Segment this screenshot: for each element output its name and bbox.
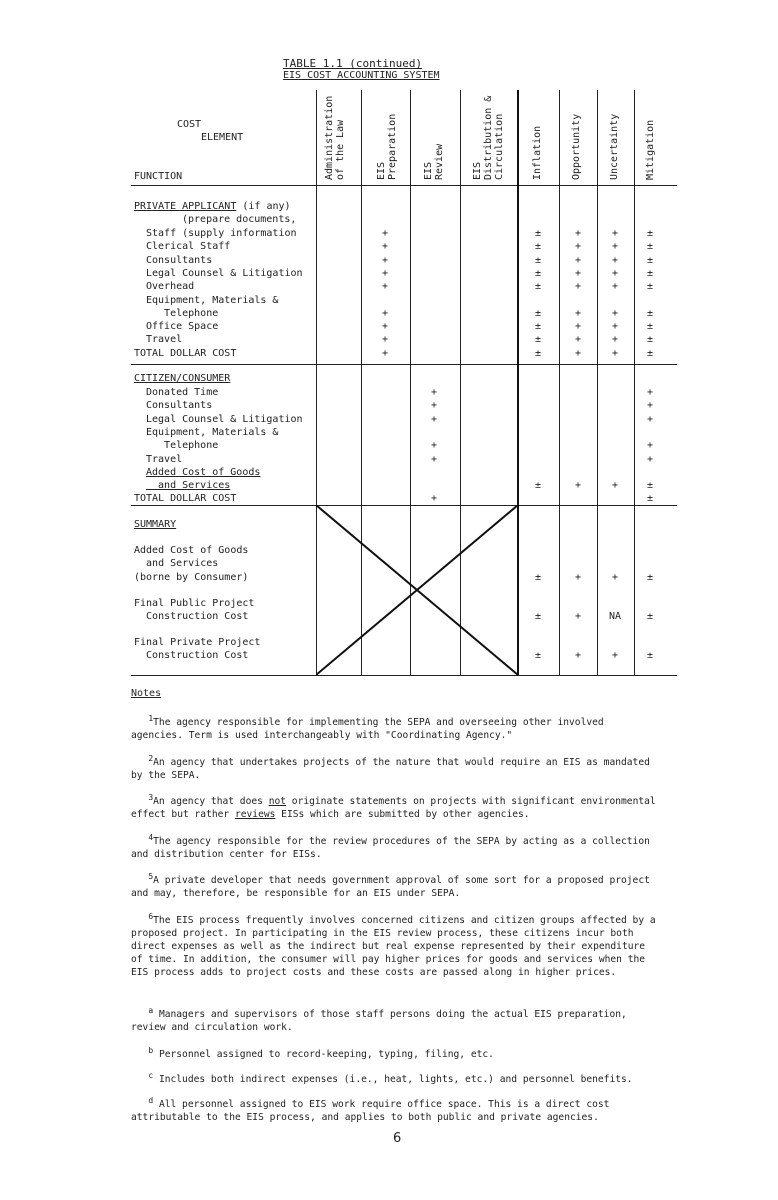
cost-mark: ±: [646, 611, 654, 623]
row-label: Consultants: [146, 254, 213, 266]
section-citizen-heading: CITIZEN/CONSUMER: [134, 373, 231, 384]
summary-row-label: Final Private Project: [134, 637, 261, 648]
cost-mark: +: [611, 650, 619, 662]
summary-row-label: Added Cost of Goods: [134, 545, 249, 556]
row-label: Equipment, Materials &: [146, 294, 279, 306]
cost-mark: ±: [646, 480, 654, 492]
cost-mark: ±: [646, 228, 654, 239]
header-function: FUNCTION: [134, 171, 183, 182]
cost-mark: +: [381, 334, 389, 346]
cost-mark: +: [381, 228, 389, 239]
row-label: Donated Time: [146, 387, 219, 398]
cost-mark: +: [381, 254, 389, 266]
cost-mark: +: [430, 413, 438, 425]
cost-mark: +: [611, 480, 619, 492]
cost-mark: +: [574, 334, 582, 346]
cost-mark: ±: [534, 307, 542, 319]
header-cost: COST: [177, 119, 202, 130]
note-4: $^4$The agency responsible for the review procedures of the SEPA by acting as a collection and distribution center for EISs.: [131, 833, 650, 861]
note-5: $^5$A private developer that needs government approval of some sort for a proposed project and may, therefore, be responsible for an EIS under SEPA.: [131, 872, 650, 900]
cost-mark: +: [430, 493, 438, 505]
cost-mark: +: [381, 267, 389, 279]
row-label: Consultants: [146, 400, 213, 412]
cost-mark: ±: [646, 571, 654, 583]
cost-mark: +: [430, 387, 438, 398]
section-private-heading: PRIVATE APPLICANT (if any): [134, 201, 291, 212]
cost-mark: +: [574, 267, 582, 279]
cost-mark: ±: [646, 334, 654, 346]
cost-mark: ±: [534, 321, 542, 333]
summary-cross: [316, 505, 519, 676]
cost-mark: +: [574, 307, 582, 319]
row-label: and Services: [146, 480, 231, 492]
note-c: $^c$ Includes both indirect expenses (i.e., heat, lights, etc.) and personnel benefits.: [148, 1071, 633, 1086]
cost-mark: ±: [646, 307, 654, 319]
row-label: Travel: [146, 334, 183, 346]
note-a: $^a$ Managers and supervisors of those staff persons doing the actual EIS preparation, review and circulation work.: [131, 1006, 627, 1034]
cost-mark: ±: [534, 571, 542, 583]
col-inflation: Inflation: [532, 125, 543, 180]
cost-mark: +: [646, 413, 654, 425]
row-label: Added Cost of Goods: [146, 466, 261, 478]
page-number: 6: [393, 1131, 402, 1146]
header-element: ELEMENT: [201, 132, 244, 143]
cost-mark: +: [574, 254, 582, 266]
cost-mark: +: [611, 254, 619, 266]
note-1: $^1$The agency responsible for implementing the SEPA and overseeing other involved agencies. Term is used interchangeably with "Coordinating Agency.": [131, 714, 604, 742]
cost-mark: +: [574, 480, 582, 492]
cost-mark: ±: [534, 228, 542, 239]
cost-mark: +: [574, 650, 582, 662]
cost-mark: ±: [534, 650, 542, 662]
cost-mark: +: [381, 321, 389, 333]
section-private-sub: (prepare documents,: [182, 214, 297, 225]
cost-mark: +: [381, 307, 389, 319]
cost-mark: ±: [646, 321, 654, 333]
col-divider: [559, 90, 560, 675]
cost-mark: +: [430, 440, 438, 452]
row-label: Legal Counsel & Litigation: [146, 413, 303, 425]
cost-mark: ±: [534, 611, 542, 623]
cost-mark: +: [611, 281, 619, 293]
note-b: $^b$ Personnel assigned to record-keeping, typing, filing, etc.: [148, 1046, 494, 1061]
cost-mark: +: [574, 321, 582, 333]
cost-mark: +: [574, 571, 582, 583]
cost-mark: +: [611, 334, 619, 346]
cost-mark: ±: [534, 334, 542, 346]
note-6: $^6$The EIS process frequently involves concerned citizens and citizen groups affected by a proposed project. In participating in the EIS review process, these citizens incur both direct expenses as well as the indirect but real expense represented by their expenditure of time. In addition, the consumer will pay higher prices for goods and services when the EIS process adds to project costs and these costs are passed along in higher prices.: [131, 912, 656, 979]
summary-row-label: and Services: [134, 558, 219, 570]
cost-mark: +: [611, 307, 619, 319]
cost-mark: +: [611, 571, 619, 583]
cost-mark: NA: [608, 611, 622, 623]
cost-mark: +: [574, 611, 582, 623]
cost-mark: +: [646, 453, 654, 465]
col-divider: [634, 90, 635, 675]
col-divider: [597, 90, 598, 675]
row-label: Equipment, Materials &: [146, 426, 279, 438]
row-label: Travel: [146, 453, 183, 465]
row-label: Staff (supply information: [146, 228, 297, 239]
summary-row-label: Construction Cost: [134, 650, 249, 662]
cost-mark: +: [611, 267, 619, 279]
row-label: Office Space: [146, 321, 219, 333]
cost-mark: ±: [646, 493, 654, 505]
table-title: TABLE 1.1 (continued): [283, 57, 423, 70]
row-label: Legal Counsel & Litigation: [146, 267, 303, 279]
cost-mark: +: [574, 228, 582, 239]
cost-mark: ±: [646, 347, 654, 359]
cost-mark: ±: [534, 254, 542, 266]
cost-mark: +: [381, 241, 389, 253]
cost-mark: +: [430, 453, 438, 465]
cost-mark: ±: [534, 480, 542, 492]
cost-mark: ±: [646, 267, 654, 279]
row-label: TOTAL DOLLAR COST: [134, 493, 237, 505]
note-d: $^d$ All personnel assigned to EIS work require office space. This is a direct cost attributable to the EIS process, and applies to both public and private agencies.: [131, 1096, 610, 1124]
section-summary-heading: SUMMARY: [134, 519, 177, 530]
cost-mark: ±: [534, 267, 542, 279]
header-divider: [131, 185, 677, 186]
cost-mark: +: [381, 347, 389, 359]
summary-row-label: Final Public Project: [134, 598, 255, 609]
col-mitigation: Mitigation: [645, 119, 656, 180]
cost-mark: +: [611, 321, 619, 333]
cost-mark: ±: [646, 281, 654, 293]
row-label: Telephone: [146, 307, 219, 319]
note-3: $^3$An agency that does not originate statements on projects with significant environmental effect but rather reviews EISs which are submitted by other agencies.: [131, 793, 656, 821]
cost-mark: +: [646, 400, 654, 412]
cost-mark: +: [430, 400, 438, 412]
summary-row-label: Construction Cost: [134, 611, 249, 623]
col-eis-distribution: EIS Distribution & Circulation: [472, 95, 505, 180]
col-administration: Administration of the Law: [324, 95, 346, 180]
cost-mark: ±: [534, 241, 542, 253]
row-label: Overhead: [146, 281, 195, 293]
summary-row-label: (borne by Consumer): [134, 571, 249, 583]
cost-mark: +: [646, 440, 654, 452]
cost-mark: ±: [534, 347, 542, 359]
cost-mark: +: [574, 241, 582, 253]
row-label: Clerical Staff: [146, 241, 231, 253]
notes-heading: Notes: [131, 688, 162, 699]
row-label: Telephone: [146, 440, 219, 452]
note-2: $^2$An agency that undertakes projects of the nature that would require an EIS as mandated by the SEPA.: [131, 754, 650, 782]
row-label: TOTAL DOLLAR COST: [134, 347, 237, 359]
col-eis-review: EIS Review: [423, 143, 445, 180]
cost-mark: ±: [646, 241, 654, 253]
cost-mark: +: [574, 281, 582, 293]
cost-mark: +: [381, 281, 389, 293]
cost-mark: +: [646, 387, 654, 398]
col-opportunity: Opportunity: [571, 113, 582, 180]
cost-mark: +: [574, 347, 582, 359]
cost-mark: ±: [534, 281, 542, 293]
col-eis-preparation: EIS Preparation: [376, 113, 398, 180]
cost-mark: +: [611, 241, 619, 253]
cost-mark: ±: [646, 650, 654, 662]
cost-mark: ±: [646, 254, 654, 266]
cost-mark: +: [611, 347, 619, 359]
table-subtitle: EIS COST ACCOUNTING SYSTEM: [283, 70, 440, 81]
col-uncertainty: Uncertainty: [609, 113, 620, 180]
section-divider-1: [131, 364, 677, 365]
cost-mark: +: [611, 228, 619, 239]
